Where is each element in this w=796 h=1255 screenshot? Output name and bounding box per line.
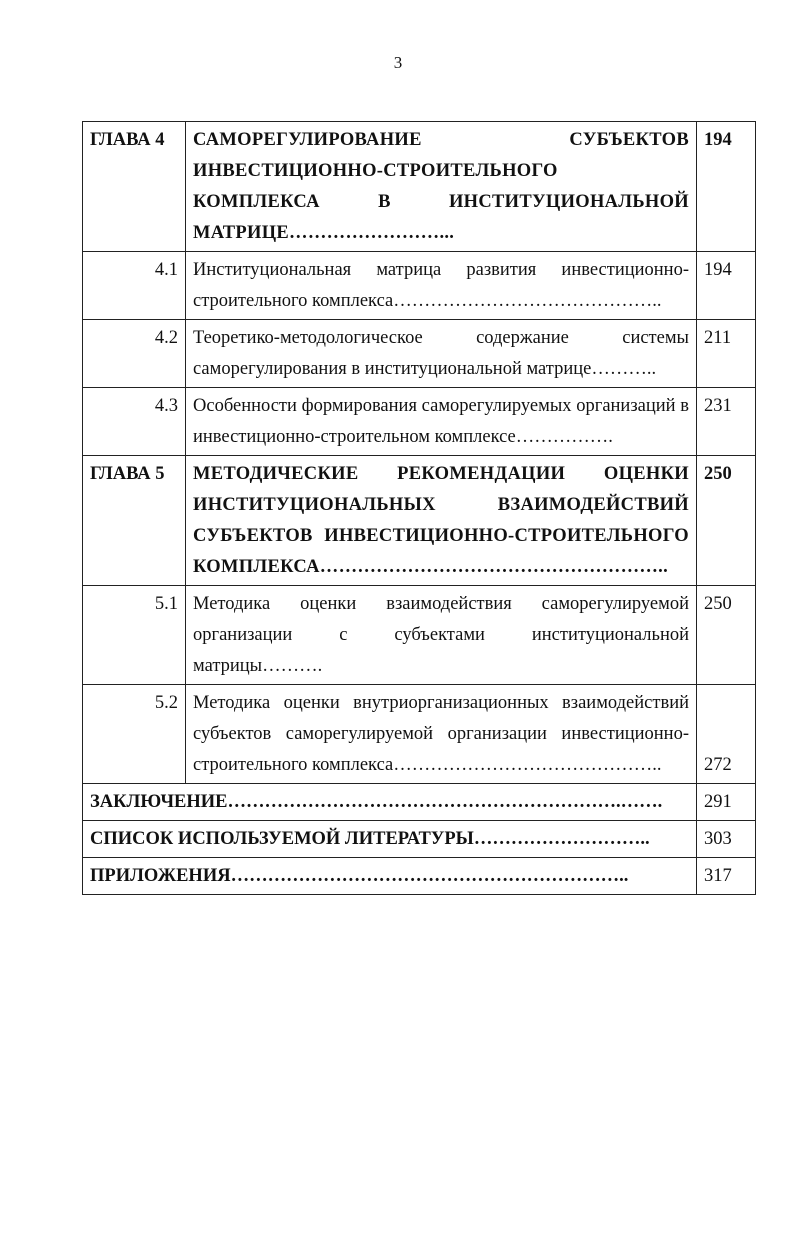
- toc-row-section: [83, 685, 756, 784]
- section-page: 231: [697, 388, 756, 456]
- page-number: 3: [393, 53, 403, 72]
- toc-row-chapter-5: [83, 456, 756, 586]
- toc-row-conclusion: [83, 784, 756, 821]
- section-number: 4.1: [83, 252, 186, 320]
- table-of-contents: [82, 121, 756, 895]
- toc-row-section: [83, 388, 756, 456]
- toc-row-appendices: [83, 858, 756, 895]
- section-title: Методика оценки взаимодействия саморегулируемой организации с субъектами институциональной матрицы……….: [186, 586, 697, 685]
- section-number: 4.3: [83, 388, 186, 456]
- toc-row-section: [83, 320, 756, 388]
- toc-row-chapter-4: [83, 122, 756, 252]
- section-title: Методика оценки внутриорганизационных взаимодействий субъектов саморегулируемой организации инвестиционно-строительного комплекса……………………………………..: [186, 685, 697, 784]
- section-page: 211: [697, 320, 756, 388]
- section-number: 5.1: [83, 586, 186, 685]
- section-title: Теоретико-методологическое содержание системы саморегулирования в институциональной матрице………..: [186, 320, 697, 388]
- conclusion-title: ЗАКЛЮЧЕНИЕ……………………………………………………….…….: [83, 784, 697, 821]
- chapter-page: 194: [697, 122, 756, 252]
- appendices-page: 317: [697, 858, 756, 895]
- chapter-number: ГЛАВА 5: [83, 456, 186, 586]
- section-page: 272: [697, 685, 756, 784]
- toc-row-section: [83, 586, 756, 685]
- section-page: 194: [697, 252, 756, 320]
- conclusion-page: 291: [697, 784, 756, 821]
- chapter-number: ГЛАВА 4: [83, 122, 186, 252]
- section-title: Особенности формирования саморегулируемых организаций в инвестиционно-строительном комплексе…………….: [186, 388, 697, 456]
- chapter-title: САМОРЕГУЛИРОВАНИЕ СУБЪЕКТОВ ИНВЕСТИЦИОННО-СТРОИТЕЛЬНОГО КОМПЛЕКСА В ИНСТИТУЦИОНАЛЬНОЙ МАТРИЦЕ……………………...: [186, 122, 697, 252]
- references-title: СПИСОК ИСПОЛЬЗУЕМОЙ ЛИТЕРАТУРЫ………………………..: [83, 821, 697, 858]
- toc-row-section: [83, 252, 756, 320]
- section-title: Институциональная матрица развития инвестиционно-строительного комплекса……………………………………..: [186, 252, 697, 320]
- appendices-title: ПРИЛОЖЕНИЯ………………………………………………………..: [83, 858, 697, 895]
- chapter-title: МЕТОДИЧЕСКИЕ РЕКОМЕНДАЦИИ ОЦЕНКИ ИНСТИТУЦИОНАЛЬНЫХ ВЗАИМОДЕЙСТВИЙ СУБЪЕКТОВ ИНВЕСТИЦИОННО-СТРОИТЕЛЬНОГО КОМПЛЕКСА………………………………………………..: [186, 456, 697, 586]
- section-number: 4.2: [83, 320, 186, 388]
- toc-row-references: [83, 821, 756, 858]
- section-number: 5.2: [83, 685, 186, 784]
- references-page: 303: [697, 821, 756, 858]
- chapter-page: 250: [697, 456, 756, 586]
- section-page: 250: [697, 586, 756, 685]
